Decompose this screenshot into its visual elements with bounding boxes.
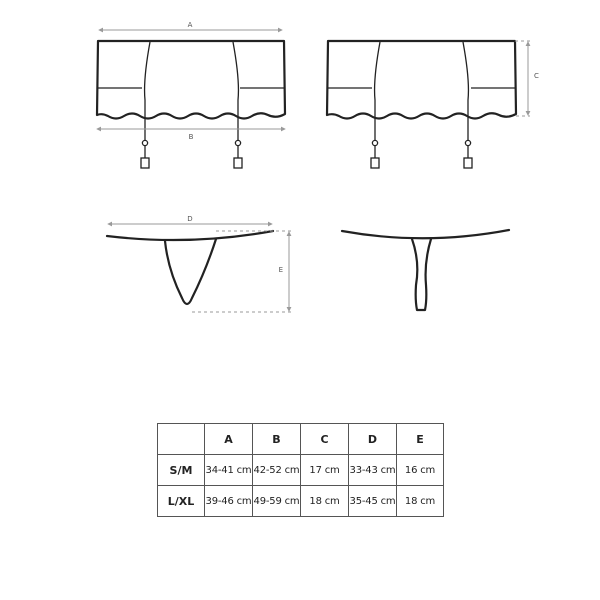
- dimension-c-label: C: [534, 72, 539, 80]
- garter-belt-front-drawing: [97, 21, 285, 168]
- table-cell: 39-46 cm: [205, 486, 253, 517]
- thong-front-drawing: [107, 215, 292, 312]
- table-header-d: D: [349, 424, 397, 455]
- thong-back-drawing: [342, 230, 509, 310]
- table-cell: 33-43 cm: [349, 455, 397, 486]
- dimension-b-label: B: [188, 133, 194, 141]
- table-cell: 42-52 cm: [253, 455, 301, 486]
- table-header-b: B: [253, 424, 301, 455]
- dimension-e-label: E: [278, 266, 283, 274]
- table-cell: 18 cm: [301, 486, 349, 517]
- table-header-a: A: [205, 424, 253, 455]
- table-row: [158, 486, 444, 517]
- table-cell: 49-59 cm: [253, 486, 301, 517]
- size-table: [157, 423, 444, 517]
- table-header-e: E: [397, 424, 444, 455]
- table-row: [158, 455, 444, 486]
- table-corner-cell: [158, 424, 205, 455]
- table-row-size-label: L/XL: [158, 486, 205, 517]
- table-header-row: [158, 424, 444, 455]
- table-cell: 17 cm: [301, 455, 349, 486]
- dimension-d-label: D: [187, 215, 193, 223]
- table-row-size-label: S/M: [158, 455, 205, 486]
- garter-belt-back-drawing: [327, 41, 539, 168]
- dimension-a-label: A: [187, 21, 193, 29]
- table-header-c: C: [301, 424, 349, 455]
- table-cell: 34-41 cm: [205, 455, 253, 486]
- table-cell: 35-45 cm: [349, 486, 397, 517]
- table-cell: 16 cm: [397, 455, 444, 486]
- table-cell: 18 cm: [397, 486, 444, 517]
